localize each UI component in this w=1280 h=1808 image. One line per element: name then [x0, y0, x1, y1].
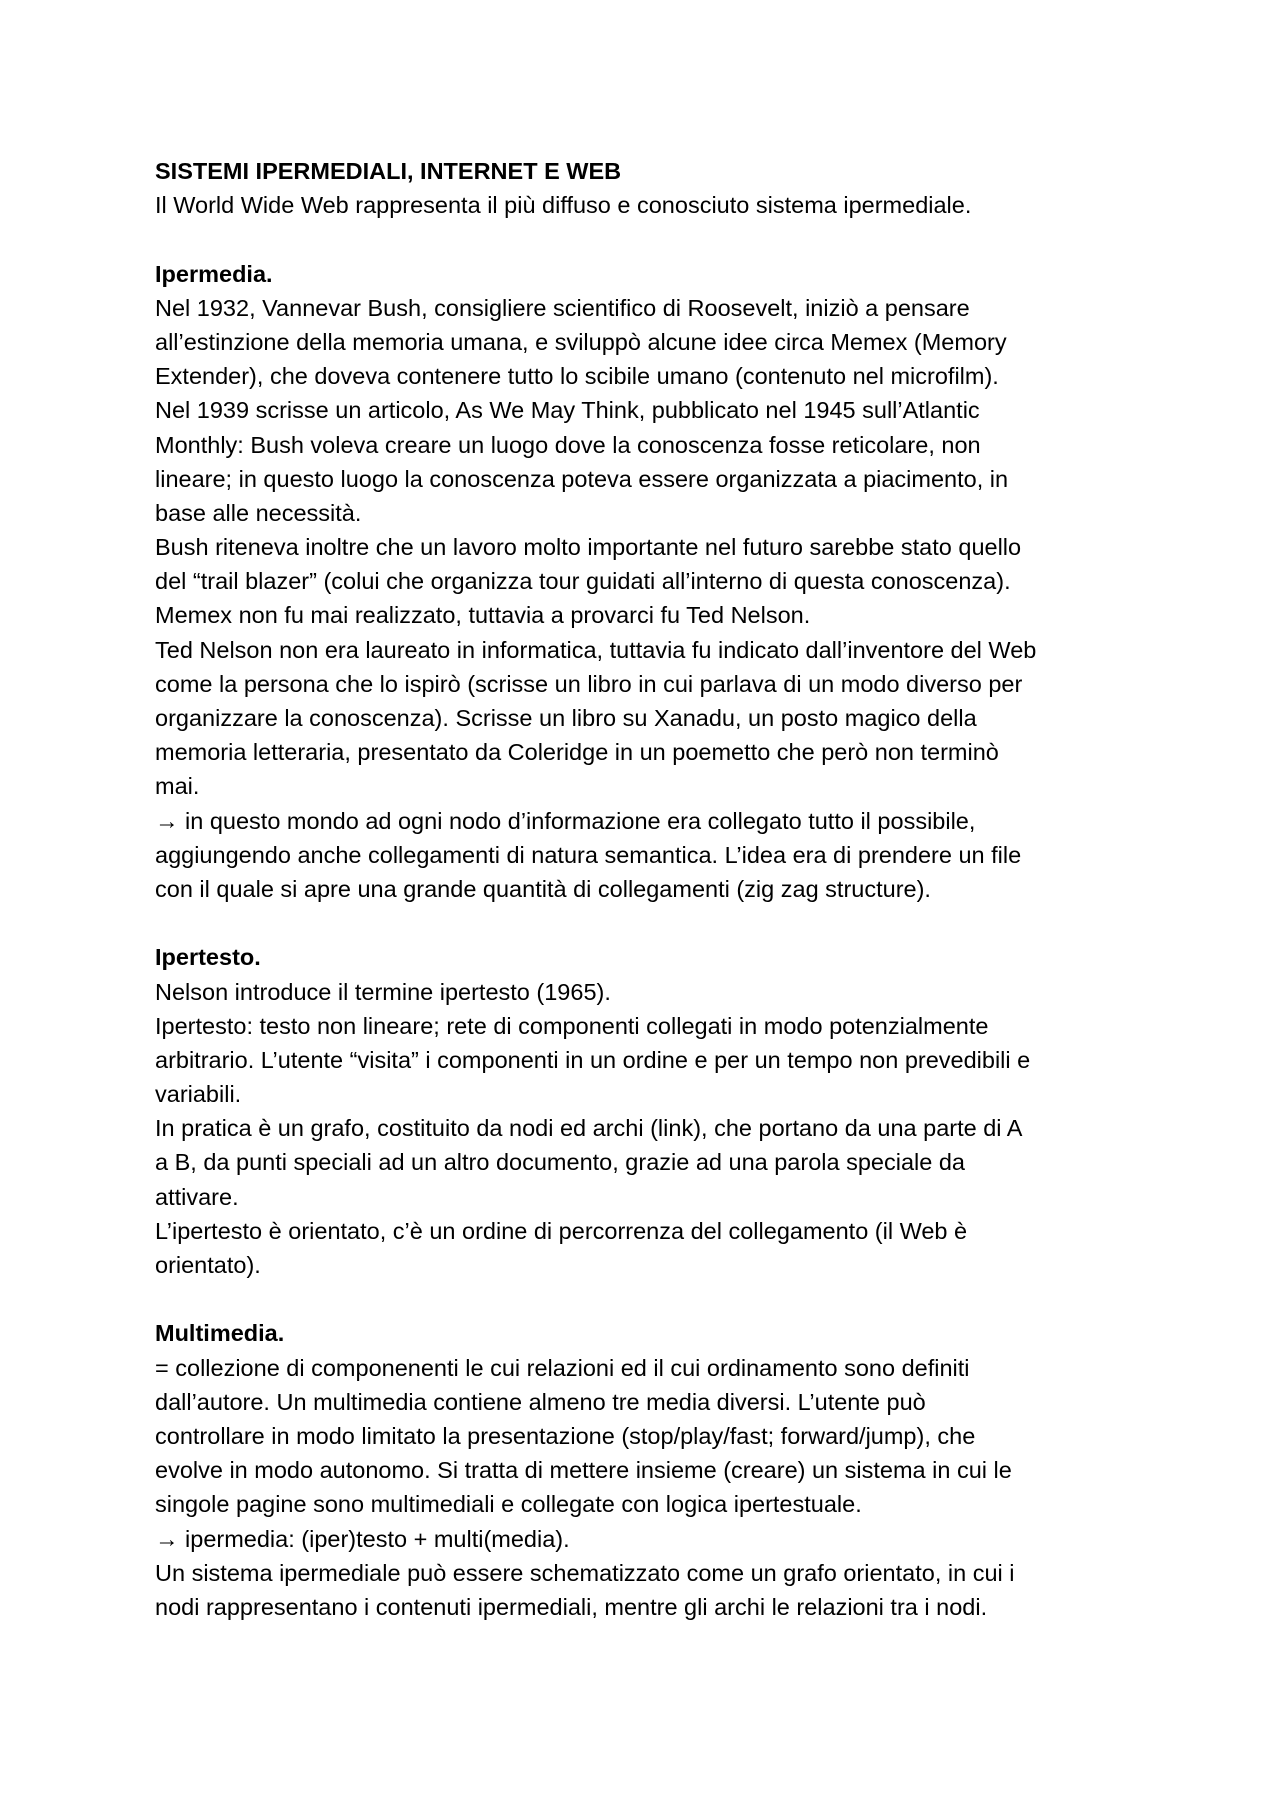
- section-heading: Multimedia.: [155, 1320, 285, 1347]
- section-ipertesto: [155, 940, 1145, 1282]
- text-line: → ipermedia: (iper)testo + multi(media).: [155, 1525, 570, 1552]
- text-line: come la persona che lo ispirò (scrisse un libro in cui parlava di un modo diverso per: [155, 670, 1023, 697]
- text-line: Extender), che doveva contenere tutto lo scibile umano (contenuto nel microfilm).: [155, 363, 999, 390]
- document-title: SISTEMI IPERMEDIALI, INTERNET E WEB: [155, 158, 622, 184]
- spacer: [155, 1282, 1145, 1316]
- text-line: arbitrario. L’utente “visita” i componenti in un ordine e per un tempo non prevedibili e: [155, 1046, 1031, 1073]
- text-line: aggiungendo anche collegamenti di natura semantica. L’idea era di prendere un file: [155, 841, 1022, 868]
- text-line: nodi rappresentano i contenuti ipermediali, mentre gli archi le relazioni tra i nodi.: [155, 1593, 988, 1620]
- text-line: Ted Nelson non era laureato in informatica, tuttavia fu indicato dall’inventore del Web: [155, 636, 1037, 663]
- text-line: dall’autore. Un multimedia contiene almeno tre media diversi. L’utente può: [155, 1388, 926, 1415]
- text-line: Ipertesto: testo non lineare; rete di componenti collegati in modo potenzialmente: [155, 1012, 989, 1039]
- spacer: [155, 222, 1145, 256]
- text-line: singole pagine sono multimediali e collegate con logica ipertestuale.: [155, 1491, 862, 1518]
- text-line: organizzare la conoscenza). Scrisse un libro su Xanadu, un posto magico della: [155, 705, 977, 731]
- text-line: lineare; in questo luogo la conoscenza poteva essere organizzata a piacimento, in: [155, 465, 1009, 492]
- text-line: del “trail blazer” (colui che organizza tour guidati all’interno di questa conoscenza).: [155, 568, 1011, 595]
- text-line: In pratica è un grafo, costituito da nodi ed archi (link), che portano da una parte di A: [155, 1115, 1023, 1142]
- text-line: all’estinzione della memoria umana, e sviluppò alcune idee circa Memex (Memory: [155, 328, 1007, 355]
- text-line: Memex non fu mai realizzato, tuttavia a provarci fu Ted Nelson.: [155, 602, 811, 629]
- text-line: controllare in modo limitato la presentazione (stop/play/fast; forward/jump), che: [155, 1422, 976, 1449]
- text-line: Nelson introduce il termine ipertesto (1965).: [155, 978, 611, 1005]
- text-line: base alle necessità.: [155, 499, 362, 526]
- text-line: attivare.: [155, 1183, 239, 1210]
- text-line: con il quale si apre una grande quantità di collegamenti (zig zag structure).: [155, 875, 931, 902]
- text-line: Nel 1932, Vannevar Bush, consigliere scientifico di Roosevelt, iniziò a pensare: [155, 294, 970, 321]
- text-line: variabili.: [155, 1081, 242, 1108]
- section-multimedia: [155, 1316, 1145, 1624]
- section-ipermedia: [155, 257, 1145, 907]
- text-line: mai.: [155, 773, 200, 800]
- text-line: = collezione di componenenti le cui relazioni ed il cui ordinamento sono definiti: [155, 1354, 970, 1381]
- text-line: Nel 1939 scrisse un articolo, As We May Think, pubblicato nel 1945 sull’Atlantic: [155, 397, 980, 424]
- text-line: L’ipertesto è orientato, c’è un ordine di percorrenza del collegamento (il Web è: [155, 1217, 968, 1244]
- section-heading: Ipermedia.: [155, 260, 273, 287]
- intro-paragraph: Il World Wide Web rappresenta il più diffuso e conosciuto sistema ipermediale.: [155, 192, 972, 219]
- text-line: orientato).: [155, 1252, 261, 1278]
- text-line: memoria letteraria, presentato da Coleridge in un poemetto che però non terminò: [155, 739, 999, 766]
- document-page: [155, 154, 1145, 1624]
- text-line: Bush riteneva inoltre che un lavoro molto importante nel futuro sarebbe stato quello: [155, 534, 1022, 561]
- text-line: → in questo mondo ad ogni nodo d’informazione era collegato tutto il possibile,: [155, 807, 976, 834]
- text-line: Monthly: Bush voleva creare un luogo dove la conoscenza fosse reticolare, non: [155, 431, 981, 458]
- text-line: Un sistema ipermediale può essere schematizzato come un grafo orientato, in cui i: [155, 1559, 1015, 1586]
- spacer: [155, 906, 1145, 940]
- text-line: evolve in modo autonomo. Si tratta di mettere insieme (creare) un sistema in cui le: [155, 1457, 1012, 1484]
- text-line: a B, da punti speciali ad un altro documento, grazie ad una parola speciale da: [155, 1149, 965, 1176]
- section-heading: Ipertesto.: [155, 944, 261, 971]
